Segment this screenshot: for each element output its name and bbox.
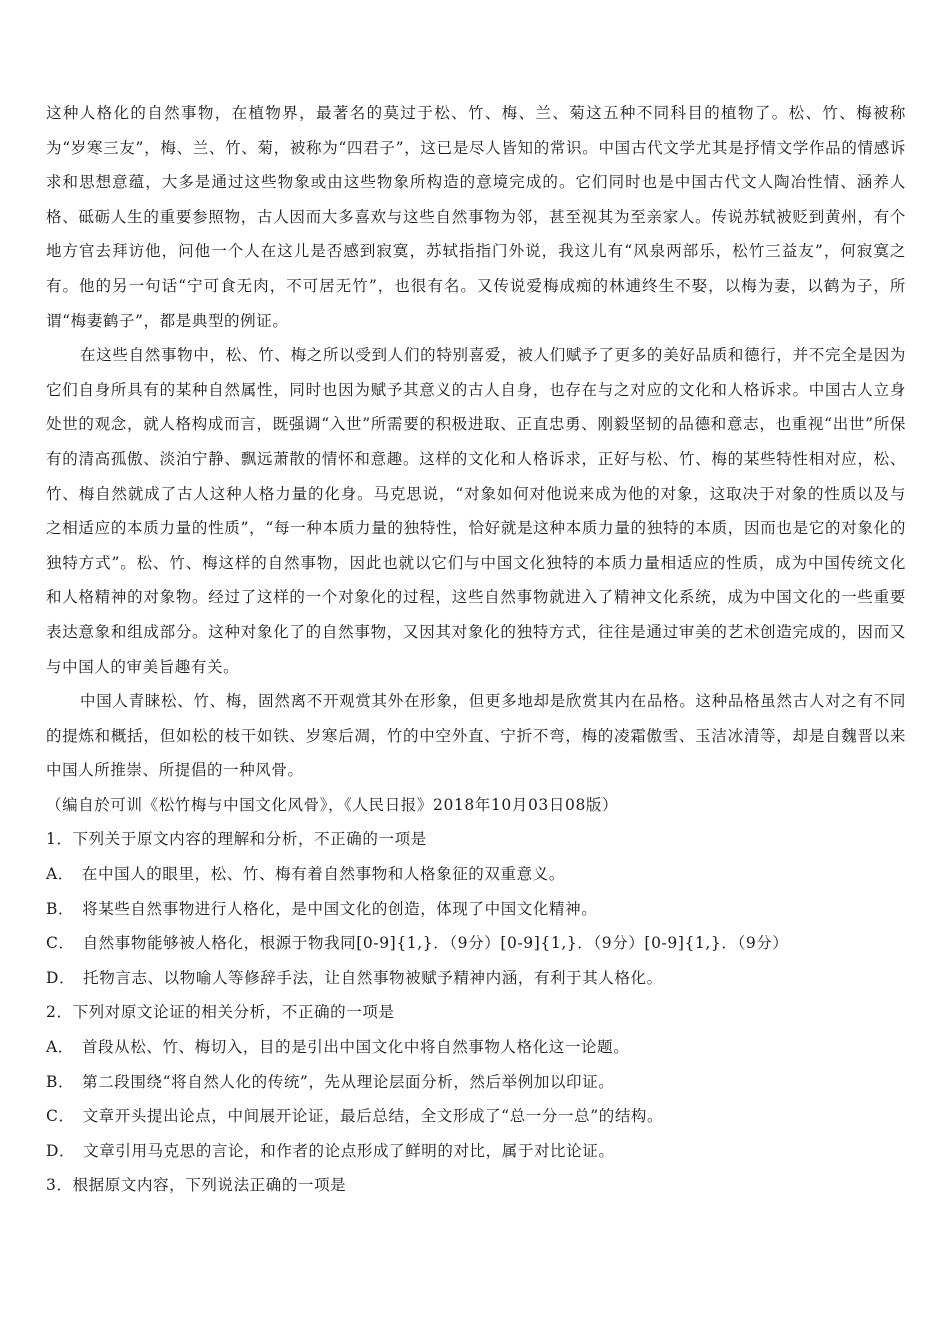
option-letter: D． bbox=[46, 1141, 76, 1160]
option-text: 将某些自然事物进行人格化，是中国文化的创造，体现了中国文化精神。 bbox=[82, 899, 598, 918]
question-2-option-a bbox=[46, 1030, 906, 1065]
question-text: 下列关于原文内容的理解和分析，不正确的一项是 bbox=[72, 830, 427, 849]
question-1-stem bbox=[46, 822, 906, 857]
option-text: 托物言志、以物喻人等修辞手法，让自然事物被赋予精神内涵，有利于其人格化。 bbox=[83, 968, 663, 987]
option-letter: C． bbox=[46, 934, 75, 953]
paragraph-2: 在这些自然事物中，松、竹、梅之所以受到人们的特别喜爱，被人们赋予了更多的美好品质和德行，并不完全是因为它们自身所具有的某种自然属性，同时也因为赋予其意义的古人自身，也存在与之对应的文化和人格诉求。中国古人立身处世的观念，就人格构成而言，既强调“入世”所需要的积极进取、正直忠勇、刚毅坚韧的品德和意志，也重视“出世”所保有的清高孤傲、淡泊宁静、飘远萧散的情怀和意趣。这样的文化和人格诉求，正好与松、竹、梅的某些特性相对应，松、竹、梅自然就成了古人这种人格力量的化身。马克思说，“对象如何对他说来成为他的对象，这取决于对象的性质以及与之相适应的本质力量的性质”，“每一种本质力量的独特性，恰好就是这种本质力量的独特的本质，因而也是它的对象化的独特方式”。松、竹、梅这样的自然事物，因此也就以它们与中国文化独特的本质力量相适应的性质，成为中国传统文化和人格精神的对象物。经过了这样的一个对象化的过程，这些自然事物就进入了精神文化系统，成为中国文化的一些重要表达意象和组成部分。这种对象化了的自然事物，又因其对象化的独特方式，往往是通过审美的艺术创造完成的，因而又与中国人的审美旨趣有关。 bbox=[46, 346, 906, 676]
paragraph-3: 中国人青睐松、竹、梅，固然离不开观赏其外在形象，但更多地却是欣赏其内在品格。这种品格虽然古人对之有不同的提炼和概括，但如松的枝干如铁、岁寒后凋，竹的中空外直、宁折不弯，梅的凌霜傲雪、玉洁冰清等，却是自魏晋以来中国人所推崇、所提倡的一种风骨。 bbox=[46, 692, 906, 780]
option-letter: A． bbox=[46, 1038, 74, 1057]
question-1-option-d bbox=[46, 961, 906, 996]
question-number: 1． bbox=[46, 830, 73, 849]
option-text: 文章开头提出论点，中间展开论证，最后总结，全文形成了“总一分一总”的结构。 bbox=[82, 1107, 664, 1126]
option-letter: D． bbox=[46, 968, 76, 987]
option-text: 第二段围绕“将自然人化的传统”，先从理论层面分析，然后举例加以印证。 bbox=[82, 1072, 615, 1091]
question-1-option-c bbox=[46, 926, 906, 961]
question-number: 2． bbox=[46, 1003, 73, 1022]
question-3-stem bbox=[46, 1168, 906, 1203]
question-2-stem bbox=[46, 995, 906, 1030]
source-citation: （编自於可训《松竹梅与中国文化风骨》，《人民日报》2018年10月03日08版） bbox=[46, 795, 619, 814]
question-2-option-d bbox=[46, 1134, 906, 1169]
option-text: 文章引用马克思的言论，和作者的论点形成了鲜明的对比，属于对比论证。 bbox=[83, 1141, 615, 1160]
question-2-option-b bbox=[46, 1065, 906, 1100]
question-2-option-c bbox=[46, 1099, 906, 1134]
option-text: 自然事物能够被人格化，根源于物我同[0-9]{1,}．（9分）[0-9]{1,}．（9分）[0-9]{1,}．（9分） bbox=[82, 934, 789, 953]
option-letter: C． bbox=[46, 1107, 75, 1126]
option-text: 首段从松、竹、梅切入，目的是引出中国文化中将自然事物人格化这一论题。 bbox=[81, 1038, 630, 1057]
option-letter: B． bbox=[46, 899, 75, 918]
option-letter: A． bbox=[46, 865, 74, 884]
option-letter: B． bbox=[46, 1072, 75, 1091]
option-text: 在中国人的眼里，松、竹、梅有着自然事物和人格象征的双重意义。 bbox=[81, 865, 565, 884]
question-number: 3． bbox=[46, 1176, 73, 1195]
question-1-option-b bbox=[46, 892, 906, 927]
question-text: 下列对原文论证的相关分析，不正确的一项是 bbox=[72, 1003, 395, 1022]
question-1-option-a bbox=[46, 857, 906, 892]
paragraph-1: 这种人格化的自然事物，在植物界，最著名的莫过于松、竹、梅、兰、菊这五种不同科目的植物了。松、竹、梅被称为“岁寒三友”，梅、兰、竹、菊，被称为“四君子”，这已是尽人皆知的常识。中国古代文学尤其是抒情文学作品的情感诉求和思想意蕴，大多是通过这些物象或由这些物象所构造的意境完成的。它们同时也是中国古代文人陶冶性情、涵养人格、砥砺人生的重要参照物，古人因而大多喜欢与这些自然事物为邻，甚至视其为至亲家人。传说苏轼被贬到黄州，有个地方官去拜访他，问他一个人在这儿是否感到寂寞，苏轼指指门外说，我这儿有“风泉两部乐，松竹三益友”，何寂寞之有。他的另一句话“宁可食无肉，不可居无竹”，也很有名。又传说爱梅成痴的林逋终生不娶，以梅为妻，以鹤为子，所谓“梅妻鹤子”，都是典型的例证。 bbox=[46, 104, 906, 330]
question-text: 根据原文内容，下列说法正确的一项是 bbox=[72, 1176, 347, 1195]
